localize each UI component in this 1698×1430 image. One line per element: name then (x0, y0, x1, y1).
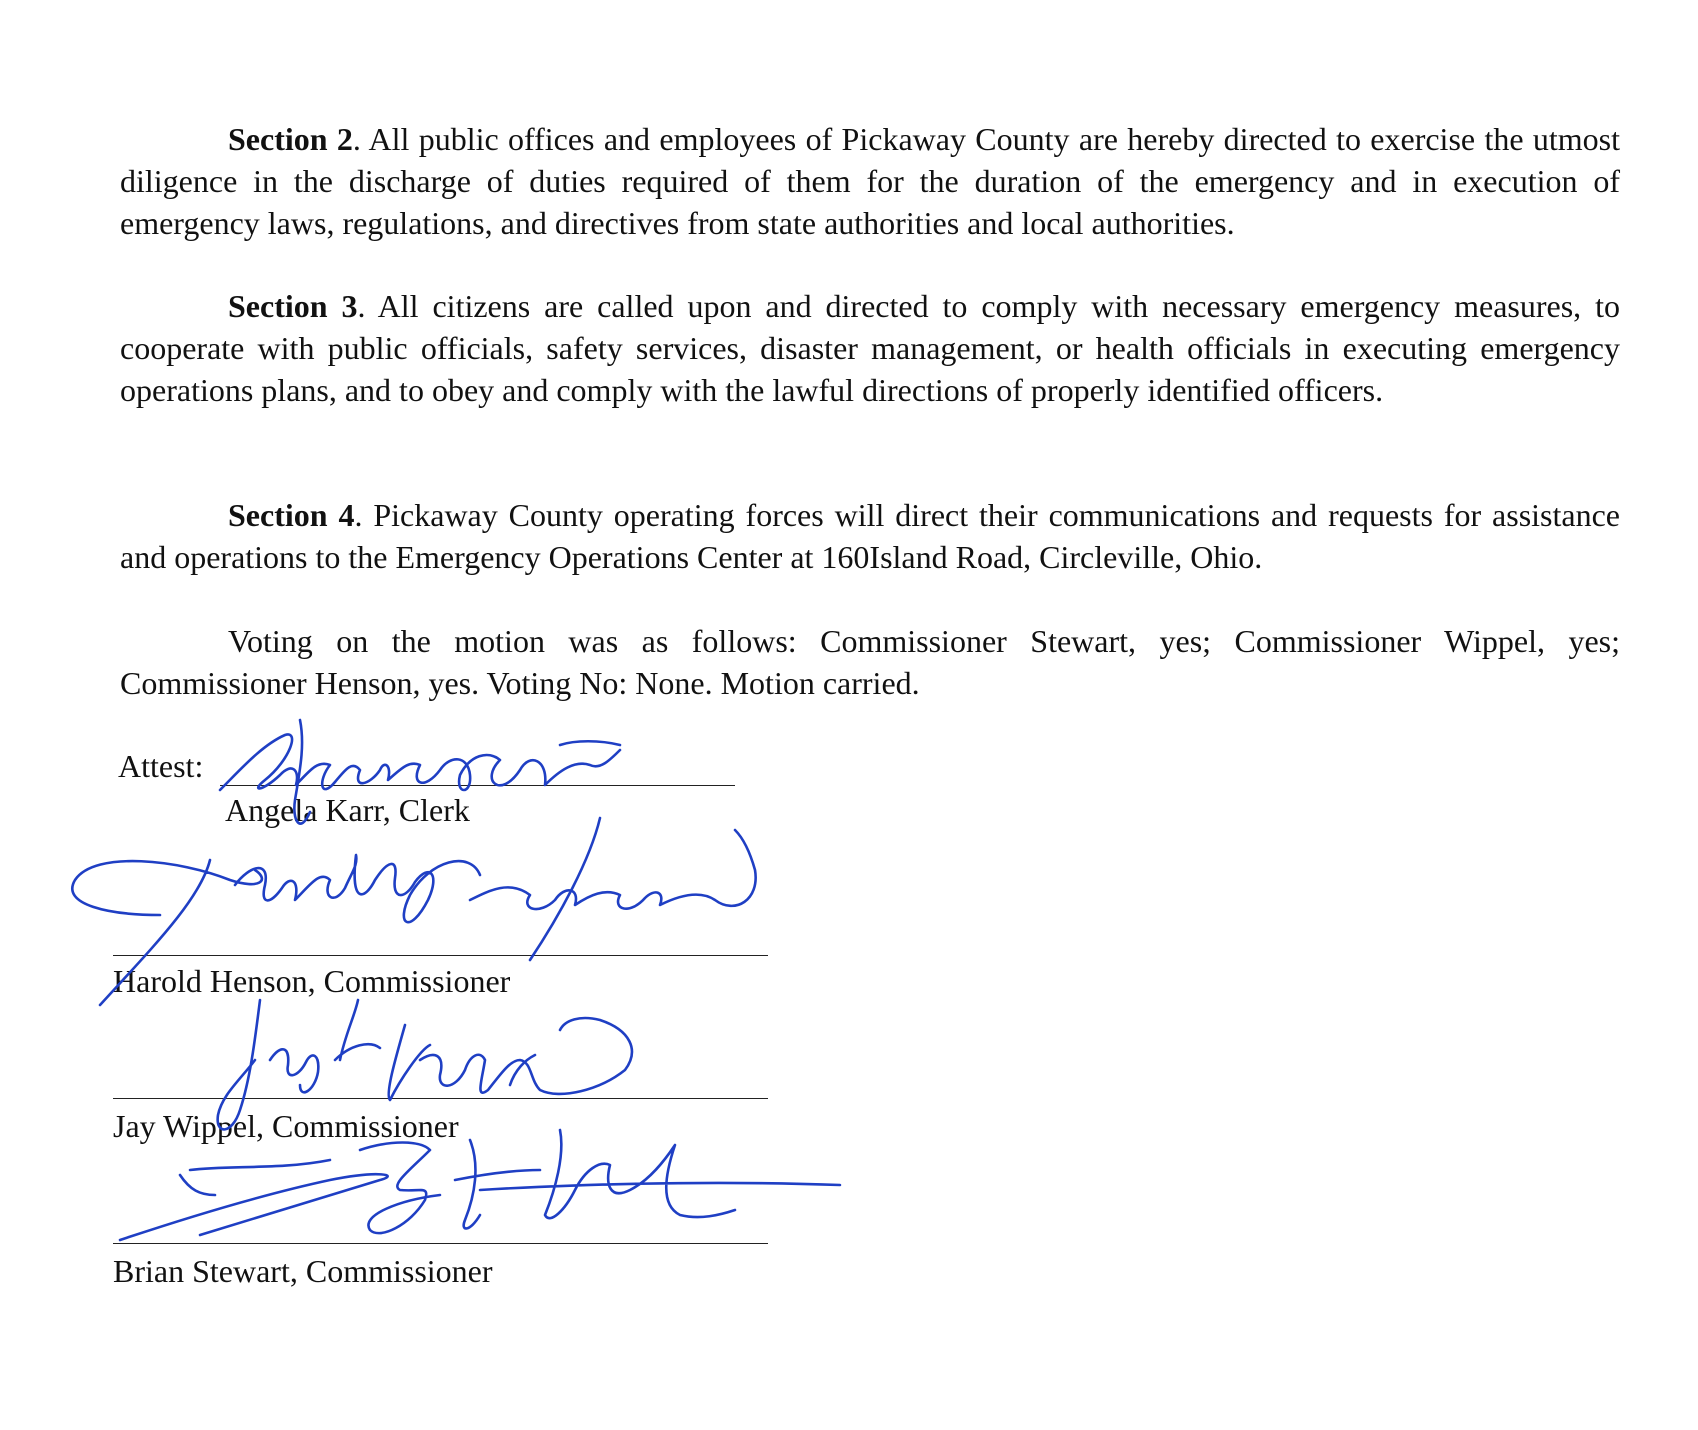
section-4-label: Section 4 (228, 497, 355, 533)
section-4-paragraph (120, 494, 1620, 578)
section-4-text: . Pickaway County operating forces will direct their communications and requests for assistance and operations to the Emergency Operations Center at 160Island Road, Circleville, Ohio. (120, 497, 1621, 575)
section-2-label: Section 2 (228, 121, 353, 157)
section-3-label: Section 3 (228, 288, 358, 324)
stewart-signature (120, 1130, 840, 1240)
section-2-paragraph (120, 118, 1620, 244)
section-2-text: . All public offices and employees of Pickaway County are hereby directed to exercise the utmost diligence in the discharge of duties required of them for the duration of the emergency and in execution of emergency laws, regulations, and directives from state authorities and local authorities. (120, 121, 1621, 241)
stewart-signature-line (113, 1243, 768, 1244)
clerk-signature-line (220, 785, 735, 786)
henson-signature-line (113, 955, 768, 956)
henson-name: Harold Henson, Commissioner (113, 963, 511, 999)
wippel-signature-line (113, 1098, 768, 1099)
stewart-name: Brian Stewart, Commissioner (113, 1253, 493, 1289)
section-3-paragraph (120, 285, 1620, 411)
attest-label: Attest: (118, 748, 204, 784)
voting-text: Voting on the motion was as follows: Commissioner Stewart, yes; Commissioner Wippel, yes; Commissioner Henson, yes. Voting No: None. Motion carried. (120, 623, 1620, 701)
wippel-name: Jay Wippel, Commissioner (113, 1108, 459, 1144)
voting-paragraph (120, 620, 1620, 704)
clerk-name: Angela Karr, Clerk (225, 792, 470, 828)
section-3-text: . All citizens are called upon and directed to comply with necessary emergency measures, to cooperate with public officials, safety services, disaster management, or health officials in executing emergency operations plans, and to obey and comply with the lawful directions of properly identified officers. (120, 288, 1621, 408)
